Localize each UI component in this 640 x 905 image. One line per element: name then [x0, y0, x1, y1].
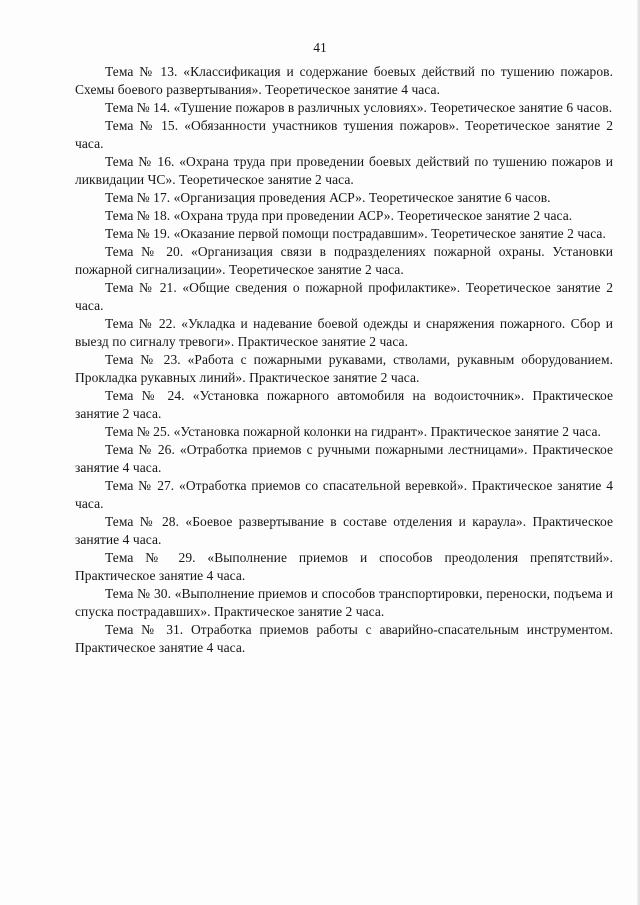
topic-20: Тема № 20. «Организация связи в подразделениях пожарной охраны. Установки пожарной сигнализации». Теоретическое занятие 2 часа.	[75, 244, 613, 277]
topic-19: Тема № 19. «Оказание первой помощи пострадавшим». Теоретическое занятие 2 часа.	[105, 226, 606, 241]
topic-13: Тема № 13. «Классификация и содержание боевых действий по тушению пожаров. Схемы боевого развертывания». Теоретическое занятие 4 часа.	[75, 64, 613, 97]
topic-25: Тема № 25. «Установка пожарной колонки на гидрант». Практическое занятие 2 часа.	[105, 424, 601, 439]
topic-list	[75, 63, 613, 657]
topic-26: Тема № 26. «Отработка приемов с ручными пожарными лестницами». Практическое занятие 4 часа.	[75, 442, 613, 475]
topic-29: Тема № 29. «Выполнение приемов и способов преодоления препятствий». Практическое занятие 4 часа.	[75, 550, 613, 583]
topic-30: Тема № 30. «Выполнение приемов и способов транспортировки, переноски, подъема и спуска пострадавших». Практическое занятие 2 часа.	[75, 586, 613, 619]
topic-15: Тема № 15. «Обязанности участников тушения пожаров». Теоретическое занятие 2 часа.	[75, 118, 613, 151]
topic-31: Тема № 31. Отработка приемов работы с аварийно-спасательным инструментом. Практическое занятие 4 часа.	[75, 622, 613, 655]
topic-14: Тема № 14. «Тушение пожаров в различных условиях». Теоретическое занятие 6 часов.	[105, 100, 613, 115]
topic-28: Тема № 28. «Боевое развертывание в составе отделения и караула». Практическое занятие 4 часа.	[75, 514, 613, 547]
topic-18: Тема № 18. «Охрана труда при проведении АСР». Теоретическое занятие 2 часа.	[105, 208, 573, 223]
topic-24: Тема № 24. «Установка пожарного автомобиля на водоисточник». Практическое занятие 2 часа.	[75, 388, 613, 421]
page-number: 41	[313, 40, 327, 55]
topic-23: Тема № 23. «Работа с пожарными рукавами, стволами, рукавным оборудованием. Прокладка рукавных линий». Практическое занятие 2 часа.	[75, 352, 613, 385]
topic-17: Тема № 17. «Организация проведения АСР». Теоретическое занятие 6 часов.	[105, 190, 551, 205]
topic-22: Тема № 22. «Укладка и надевание боевой одежды и снаряжения пожарного. Сбор и выезд по сигналу тревоги». Практическое занятие 2 часа.	[75, 316, 613, 349]
topic-21: Тема № 21. «Общие сведения о пожарной профилактике». Теоретическое занятие 2 часа.	[75, 280, 613, 313]
topic-16: Тема № 16. «Охрана труда при проведении боевых действий по тушению пожаров и ликвидации ЧС». Теоретическое занятие 2 часа.	[75, 154, 613, 187]
topic-27: Тема № 27. «Отработка приемов со спасательной веревкой». Практическое занятие 4 часа.	[75, 478, 613, 511]
